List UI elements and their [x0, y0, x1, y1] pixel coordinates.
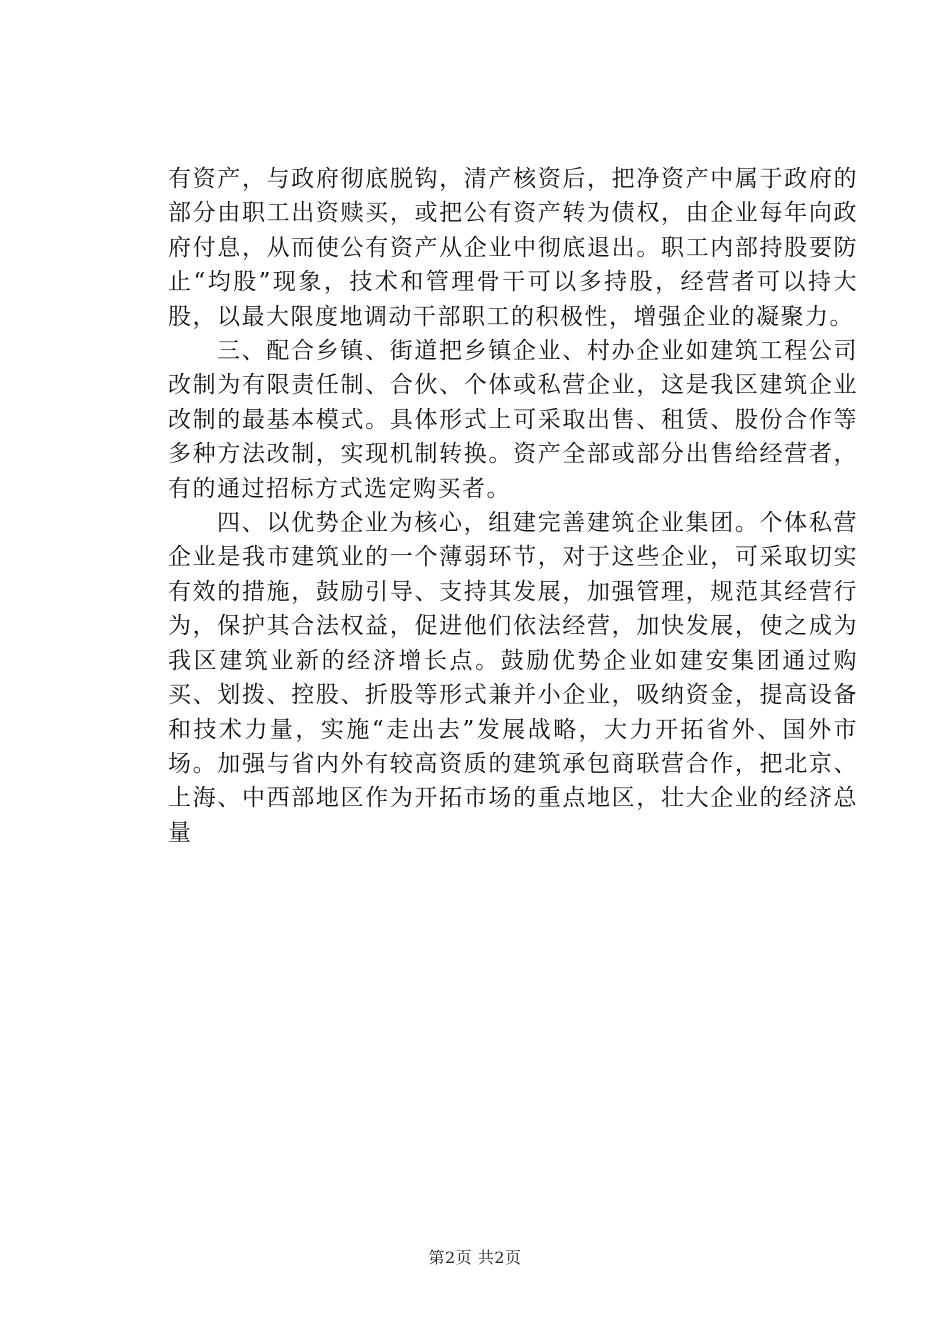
paragraph-2: 三、配合乡镇、街道把乡镇企业、村办企业如建筑工程公司改制为有限责任制、合伙、个体或私营企业，这是我区建筑企业改制的最基本模式。具体形式上可采取出售、租赁、股份合作等多种方法改制，实现机制转换。资产全部或部分出售给经营者，有的通过招标方式选定购买者。 — [168, 338, 858, 502]
paragraph-3: 四、以优势企业为核心，组建完善建筑企业集团。个体私营企业是我市建筑业的一个薄弱环节，对于这些企业，可采取切实有效的措施，鼓励引导、支持其发展，加强管理，规范其经营行为，保护其合法权益，促进他们依法经营，加快发展，使之成为我区建筑业新的经济增长点。鼓励优势企业如建安集团通过购买、划拨、控股、折股等形式兼并小企业，吸纳资金，提高设备和技术力量，实施“走出去”发展战略，大力开拓省外、国外市场。加强与省内外有较高资质的建筑承包商联营合作，把北京、上海、中西部地区作为开拓市场的重点地区，壮大企业的经济总量 — [168, 510, 858, 846]
document-body — [168, 162, 858, 850]
page-footer: 第2页 共2页 — [428, 1248, 522, 1267]
paragraph-1: 有资产，与政府彻底脱钩，清产核资后，把净资产中属于政府的部分由职工出资赎买，或把公有资产转为债权，由企业每年向政府付息，从而使公有资产从企业中彻底退出。职工内部持股要防止“均股”现象，技术和管理骨干可以多持股，经营者可以持大股，以最大限度地调动干部职工的积极性，增强企业的凝聚力。 — [168, 166, 858, 330]
